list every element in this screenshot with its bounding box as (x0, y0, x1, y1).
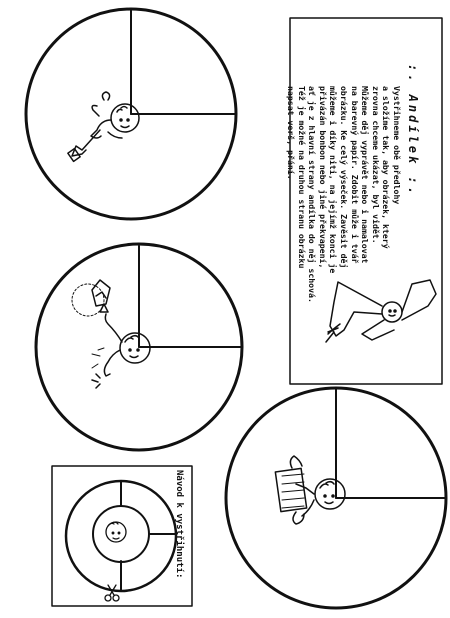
instruction-line: na barevný papír. Zdobit může i tvář (349, 86, 360, 264)
card-instructions-text (285, 86, 402, 303)
guide-face-icon (106, 522, 126, 542)
instruction-line: Můžeme děj vyprávět nebo i namalovat (360, 86, 371, 264)
child-accordion-icon (275, 456, 345, 524)
instruction-line: přivázán bonbon nebo jiné překvapení, (317, 86, 328, 269)
instruction-line: napsat verš, přání. (286, 86, 297, 180)
card-title: :. Andílek :. (406, 64, 420, 197)
instruction-line: zrovna chceme ukázat, byl vidět. (370, 86, 381, 244)
instruction-line: Též je možné na druhou stranu obrázku (296, 86, 307, 269)
scissors-icon (105, 585, 119, 601)
instruction-line: ať je z hlavní strany andílka do něj schová. (307, 86, 318, 303)
instruction-line: a složíme tak, aby obrázek, který (381, 86, 392, 249)
instruction-line: obrázku. Ke celý výseček. Zavěsit děj (339, 86, 350, 269)
disc-2-candle (36, 244, 242, 450)
instruction-line: můžeme i díky niti, na jejímž konci je (328, 86, 339, 274)
child-trumpet-icon (68, 92, 139, 161)
disc-3-accordion (226, 388, 446, 608)
guide-label: Návod k vystřihnutí: (174, 470, 184, 579)
disc-1-trumpet (26, 9, 236, 219)
guide-card (52, 466, 192, 606)
instruction-line: Vystřihneme obě předlohy (392, 86, 402, 205)
